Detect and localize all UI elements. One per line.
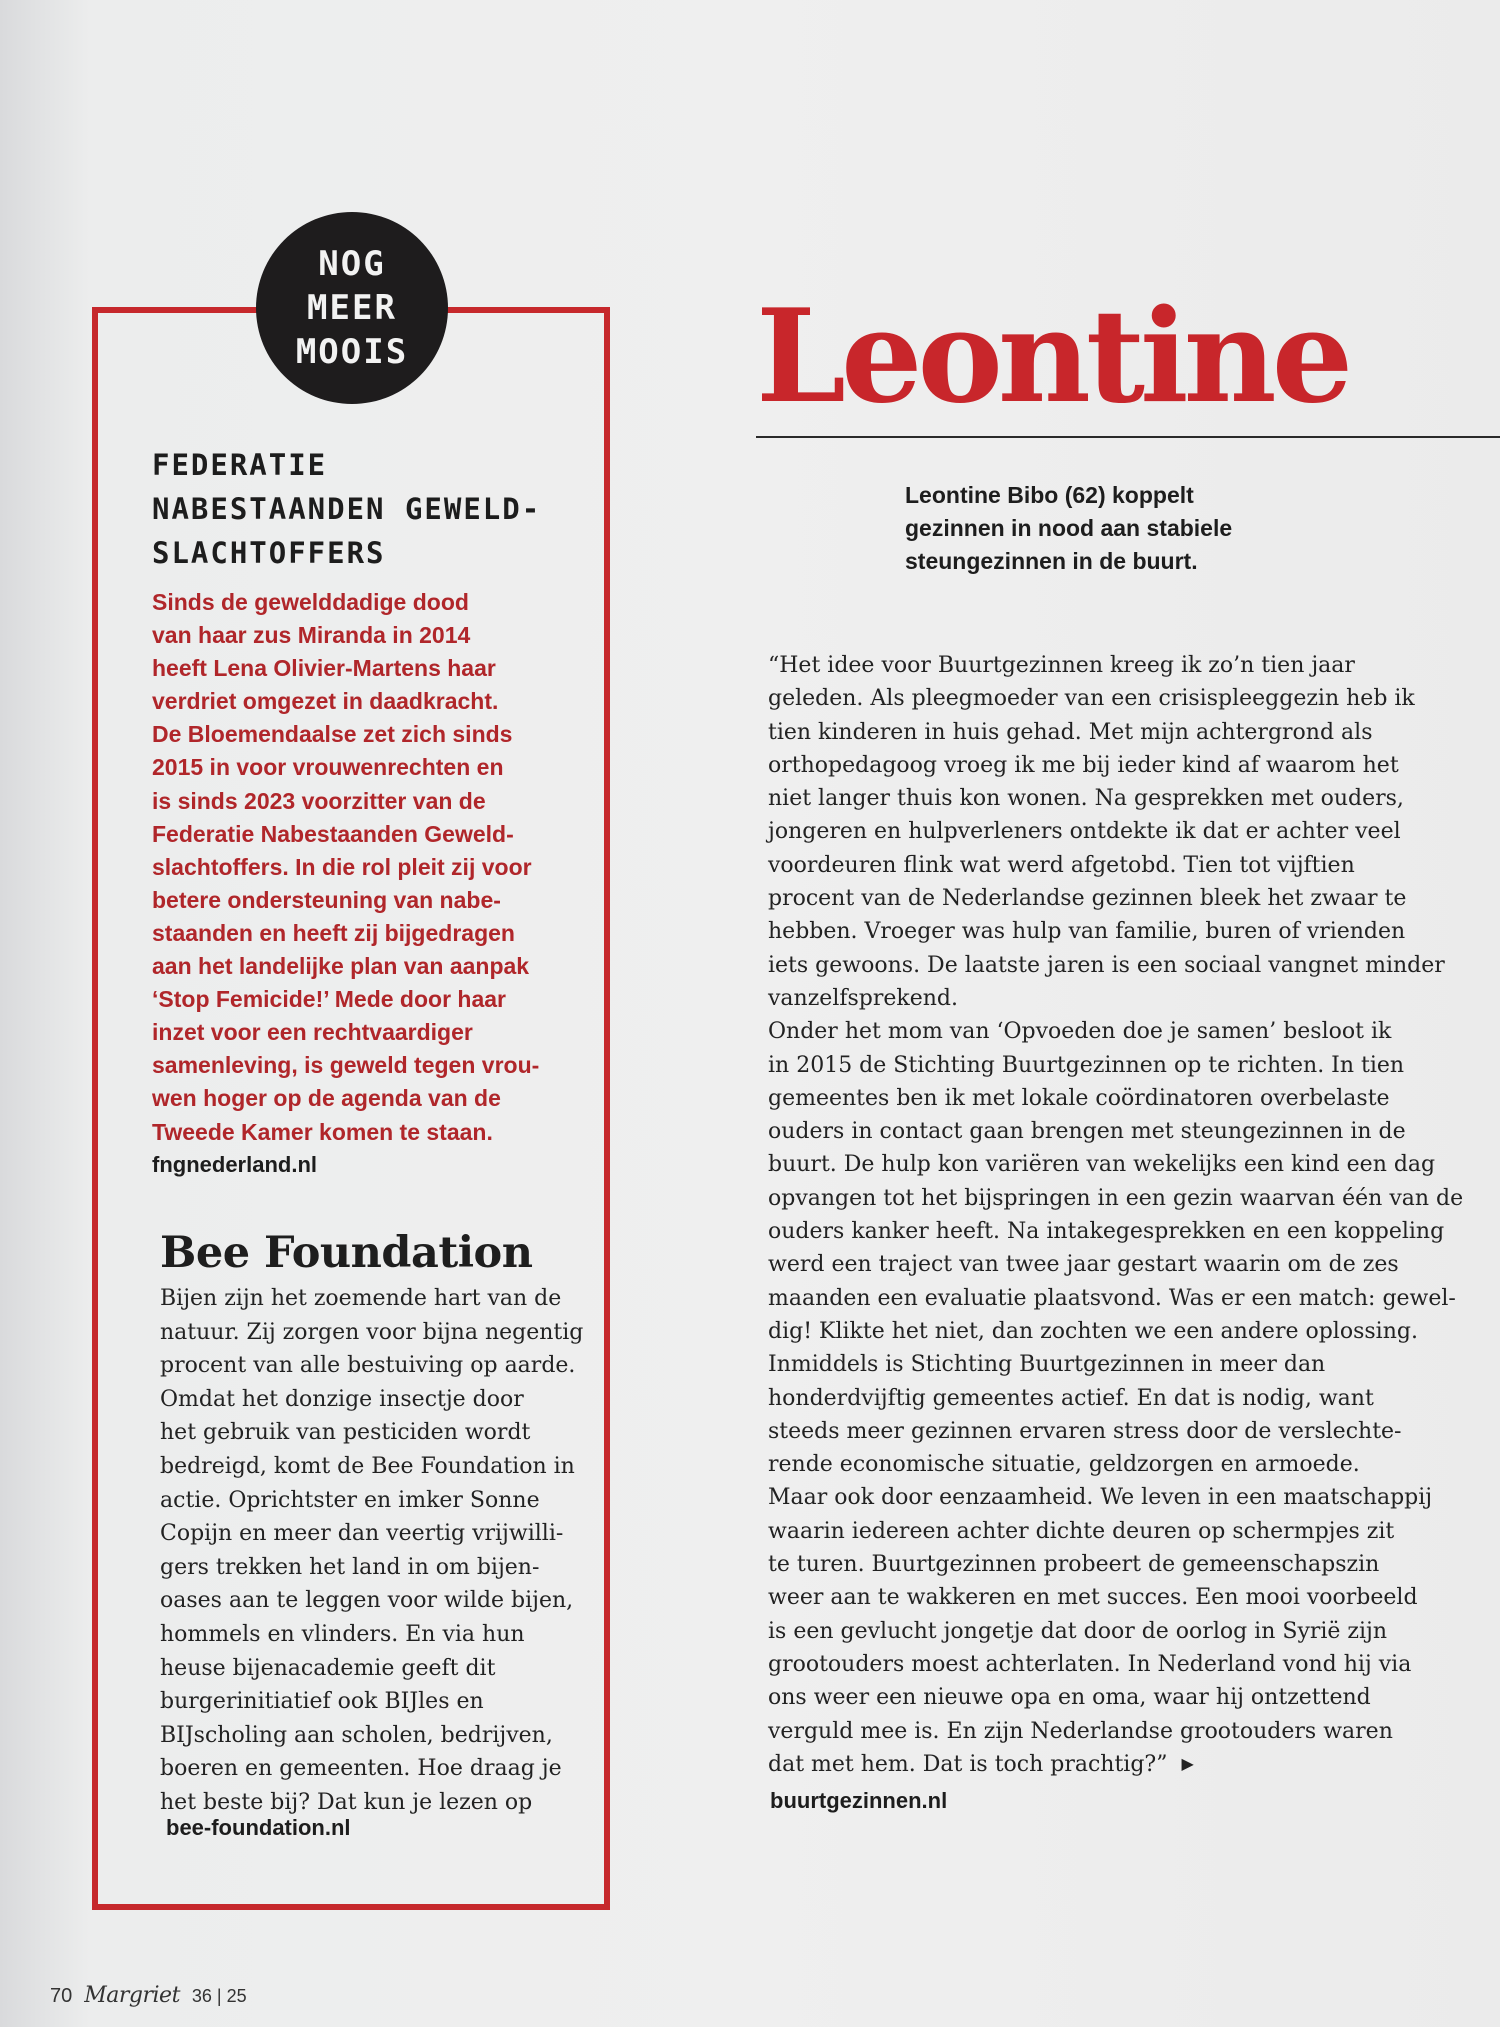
text-line: burgerinitiatief ook BIJles en — [160, 1689, 484, 1715]
text-line: inzet voor een rechtvaardiger — [152, 1019, 473, 1046]
text-line: Omdat het donzige insectje door — [160, 1386, 524, 1412]
body-line: procent van de Nederlandse gezinnen bleek het zwaar te — [768, 886, 1407, 912]
badge-line: NOG — [318, 244, 386, 284]
intro-line: gezinnen in nood aan stabiele — [905, 515, 1233, 541]
body-line-text: dat met hem. Dat is toch prachtig?” — [768, 1751, 1168, 1777]
body-line: ouders in contact gaan brengen met steungezinnen in de — [768, 1119, 1406, 1145]
title-divider — [756, 436, 1500, 438]
text-line: Federatie Nabestaanden Geweld- — [152, 820, 514, 847]
heading-line: SLACHTOFFERS — [152, 536, 386, 570]
end-mark-icon: ▶ — [1181, 1753, 1194, 1773]
heading-line: NABESTAANDEN GEWELD- — [152, 492, 542, 526]
intro-line: Leontine Bibo (62) koppelt — [905, 482, 1194, 508]
bee-foundation-heading: Bee Foundation — [160, 1228, 533, 1278]
body-line: maanden een evaluatie plaatsvond. Was er een match: gewel- — [768, 1285, 1456, 1311]
text-line: procent van alle bestuiving op aarde. — [160, 1353, 576, 1379]
text-line: Copijn en meer dan veertig vrijwilli- — [160, 1521, 564, 1547]
text-line: het beste bij? Dat kun je lezen op — [160, 1789, 533, 1815]
body-line: in 2015 de Stichting Buurtgezinnen op te richten. In tien — [768, 1052, 1405, 1078]
sidebar-red-paragraph — [152, 586, 592, 1149]
body-line: hebben. Vroeger was hulp van familie, buren of vrienden — [768, 919, 1406, 945]
body-line: niet langer thuis kon wonen. Na gesprekken met ouders, — [768, 786, 1404, 812]
nog-meer-moois-badge — [256, 212, 448, 404]
body-line: Maar ook door eenzaamheid. We leven in een maatschappij — [768, 1485, 1433, 1511]
text-line: heeft Lena Olivier-Martens haar — [152, 655, 496, 682]
text-line: staanden en heeft zij bijgedragen — [152, 919, 515, 946]
body-line: tien kinderen in huis gehad. Met mijn achtergrond als — [768, 719, 1373, 745]
text-line: De Bloemendaalse zet zich sinds — [152, 721, 513, 748]
article-body — [768, 649, 1464, 1782]
body-line: “Het idee voor Buurtgezinnen kreeg ik zo’n tien jaar — [768, 653, 1355, 678]
body-line: Onder het mom van ‘Opvoeden doe je samen’ besloot ik — [768, 1019, 1392, 1045]
body-line: orthopedagoog vroeg ik me bij ieder kind af waarom het — [768, 752, 1399, 778]
article-title: Leontine — [756, 282, 1349, 432]
body-line: honderdvijftig gemeentes actief. En dat is nodig, want — [768, 1385, 1374, 1411]
text-line: van haar zus Miranda in 2014 — [152, 622, 471, 649]
bee-foundation-paragraph — [160, 1282, 600, 1820]
body-line: iets gewoons. De laatste jaren is een sociaal vangnet minder — [768, 952, 1445, 978]
body-line: te turen. Buurtgezinnen probeert de gemeenschapszin — [768, 1552, 1380, 1578]
body-line: opvangen tot het bijspringen in een gezin waarvan één van de — [768, 1185, 1464, 1211]
text-line: het gebruik van pesticiden wordt — [160, 1420, 531, 1446]
text-line: Tweede Kamer komen te staan. — [152, 1118, 493, 1145]
body-line: voordeuren flink wat werd afgetobd. Tien tot vijftien — [768, 852, 1355, 878]
body-line: buurt. De hulp kon variëren van wekelijks een kind een dag — [768, 1152, 1436, 1178]
text-line: is sinds 2023 voorzitter van de — [152, 787, 486, 814]
body-line: ons weer een nieuwe opa en oma, waar hij ontzettend — [768, 1685, 1371, 1711]
text-line: aan het landelijke plan van aanpak — [152, 953, 530, 980]
text-line: heuse bijenacademie geeft dit — [160, 1655, 496, 1681]
text-line: betere ondersteuning van nabe- — [152, 886, 501, 913]
body-line: steeds meer gezinnen ervaren stress door de verslechte- — [768, 1418, 1402, 1444]
badge-line: MOOIS — [295, 332, 409, 372]
body-line-last — [768, 1748, 1448, 1782]
text-line: hommels en vlinders. En via hun — [160, 1621, 525, 1647]
body-line: vanzelfsprekend. — [768, 985, 959, 1011]
body-line: werd een traject van twee jaar gestart waarin om de zes — [768, 1252, 1399, 1278]
body-line: rende economische situatie, geldzorgen en armoede. — [768, 1452, 1360, 1478]
text-line: wen hoger op de agenda van de — [152, 1085, 501, 1112]
body-line: grootouders moest achterlaten. In Nederland vond hij via — [768, 1651, 1412, 1677]
text-line: samenleving, is geweld tegen vrou- — [152, 1052, 540, 1079]
body-line: ouders kanker heeft. Na intakegesprekken en een koppeling — [768, 1219, 1445, 1245]
intro-line: steungezinnen in de buurt. — [905, 548, 1198, 574]
body-line: jongeren en hulpverleners ontdekte ik dat er achter veel — [768, 819, 1401, 845]
body-line: gemeentes ben ik met lokale coördinatoren overbelaste — [768, 1085, 1390, 1111]
bee-foundation-website-link: bee-foundation.nl — [166, 1815, 351, 1840]
text-line: Bijen zijn het zoemende hart van de — [160, 1286, 562, 1311]
text-line: gers trekken het land in om bijen- — [160, 1554, 540, 1580]
text-line: actie. Oprichtster en imker Sonne — [160, 1487, 540, 1513]
text-line: natuur. Zij zorgen voor bijna negentig — [160, 1319, 584, 1345]
magazine-name: Margriet — [84, 1983, 180, 2008]
heading-line: FEDERATIE — [152, 448, 328, 482]
fng-website-link: fngnederland.nl — [152, 1152, 317, 1177]
text-line: BIJscholing aan scholen, bedrijven, — [160, 1722, 553, 1748]
text-line: oases aan te leggen voor wilde bijen, — [160, 1588, 574, 1614]
text-line: ‘Stop Femicide!’ Mede door haar — [152, 986, 507, 1013]
body-line: waarin iedereen achter dichte deuren op schermpjes zit — [768, 1518, 1395, 1544]
text-line: slachtoffers. In die rol pleit zij voor — [152, 853, 532, 880]
body-line: geleden. Als pleegmoeder van een crisispleeggezin heb ik — [768, 686, 1415, 712]
body-line: weer aan te wakkeren en met succes. Een mooi voorbeeld — [768, 1585, 1418, 1611]
issue-number: 36 | 25 — [191, 1986, 247, 2006]
article-intro — [905, 479, 1345, 578]
text-line: bedreigd, komt de Bee Foundation in — [160, 1453, 575, 1479]
text-line: verdriet omgezet in daadkracht. — [152, 688, 499, 715]
text-line: Sinds de gewelddadige dood — [152, 589, 469, 615]
text-line: boeren en gemeenten. Hoe draag je — [160, 1756, 562, 1782]
page-number: 70 — [50, 1985, 73, 2007]
badge-line: MEER — [307, 288, 397, 328]
body-line: Inmiddels is Stichting Buurtgezinnen in meer dan — [768, 1352, 1326, 1378]
sidebar-heading — [152, 443, 582, 575]
body-line: is een gevlucht jongetje dat door de oorlog in Syrië zijn — [768, 1618, 1388, 1644]
buurtgezinnen-website-link: buurtgezinnen.nl — [770, 1788, 948, 1813]
text-line: 2015 in voor vrouwenrechten en — [152, 754, 504, 781]
page-footer — [50, 1983, 247, 2008]
body-line: verguld mee is. En zijn Nederlandse grootouders waren — [768, 1718, 1393, 1744]
body-line: dig! Klikte het niet, dan zochten we een andere oplossing. — [768, 1318, 1418, 1344]
